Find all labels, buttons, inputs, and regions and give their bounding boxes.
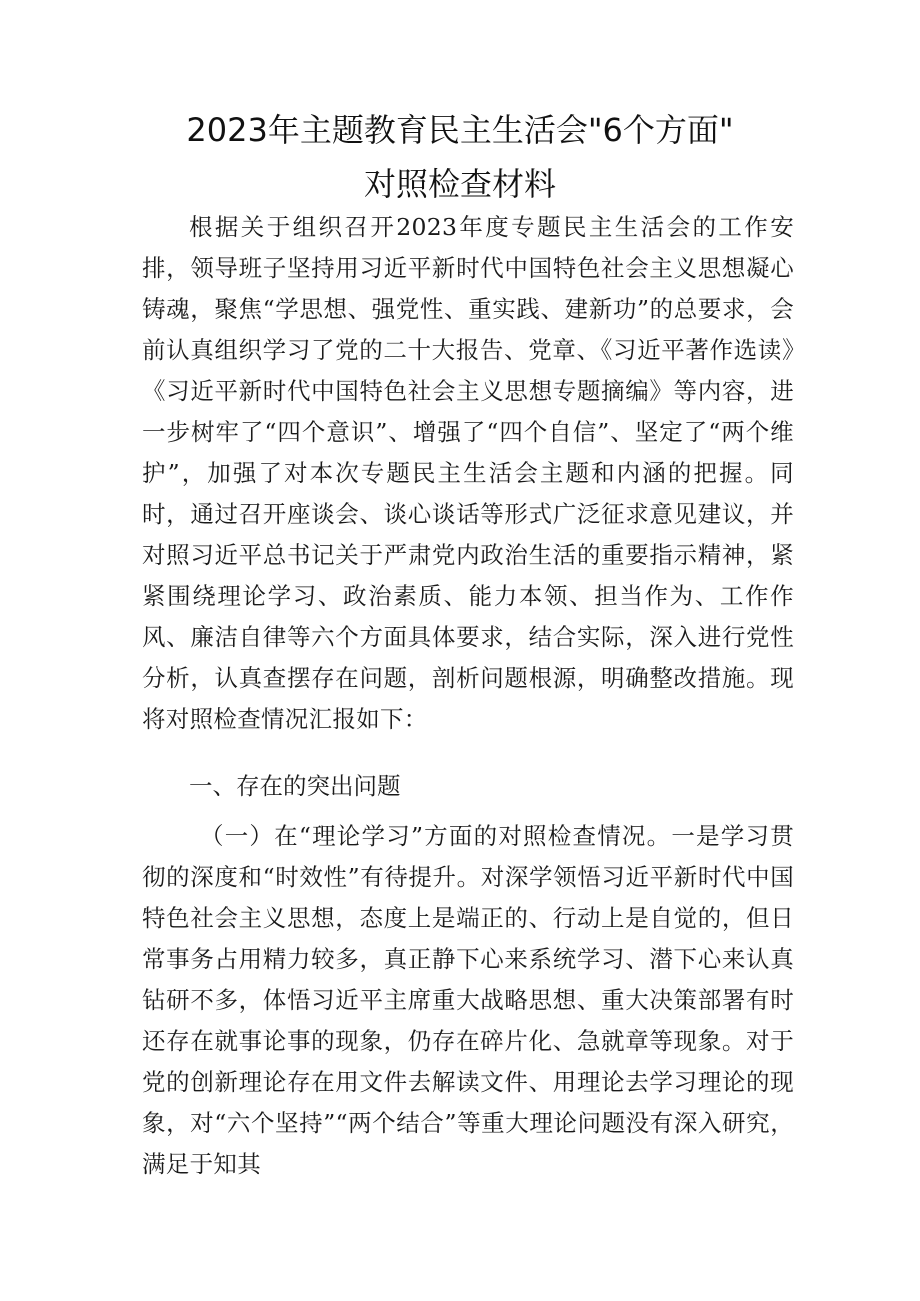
section-heading-problems: 一、存在的突出问题	[189, 772, 401, 800]
intro-paragraph: 根据关于组织召开2023年度专题民主生活会的工作安排，领导班子坚持用习近平新时代中国特色社会主义思想凝心铸魂，聚焦“学思想、强党性、重实践、建新功”的总要求，会前认真组织学习了党的二十大报告、党章、《习近平著作选读》《习近平新时代中国特色社会主义思想专题摘编》等内容，进一步树牢了“四个意识”、增强了“四个自信”、坚定了“两个维护”，加强了对本次专题民主生活会主题和内涵的把握。同时，通过召开座谈会、谈心谈话等形式广泛征求意见建议，并对照习近平总书记关于严肃党内政治生活的重要指示精神，紧紧围绕理论学习、政治素质、能力本领、担当作为、工作作风、廉洁自律等六个方面具体要求，结合实际，深入进行党性分析，认真查摆存在问题，剖析问题根源，明确整改措施。现将对照检查情况汇报如下：	[142, 213, 794, 733]
document-title-line2: 对照检查材料	[363, 165, 556, 203]
document-title-line1: 2023年主题教育民主生活会"6个方面"	[186, 111, 734, 149]
theory-study-paragraph: （一）在“理论学习”方面的对照检查情况。一是学习贯彻的深度和“时效性”有待提升。对深学领悟习近平新时代中国特色社会主义思想，态度上是端正的、行动上是自觉的，但日常事务占用精力较多，真正静下心来系统学习、潜下心来认真钻研不多，体悟习近平主席重大战略思想、重大决策部署有时还存在就事论事的现象，仍存在碎片化、急就章等现象。对于党的创新理论存在用文件去解读文件、用理论去学习理论的现象，对“六个坚持”“两个结合”等重大理论问题没有深入研究，满足于知其	[142, 822, 794, 1178]
